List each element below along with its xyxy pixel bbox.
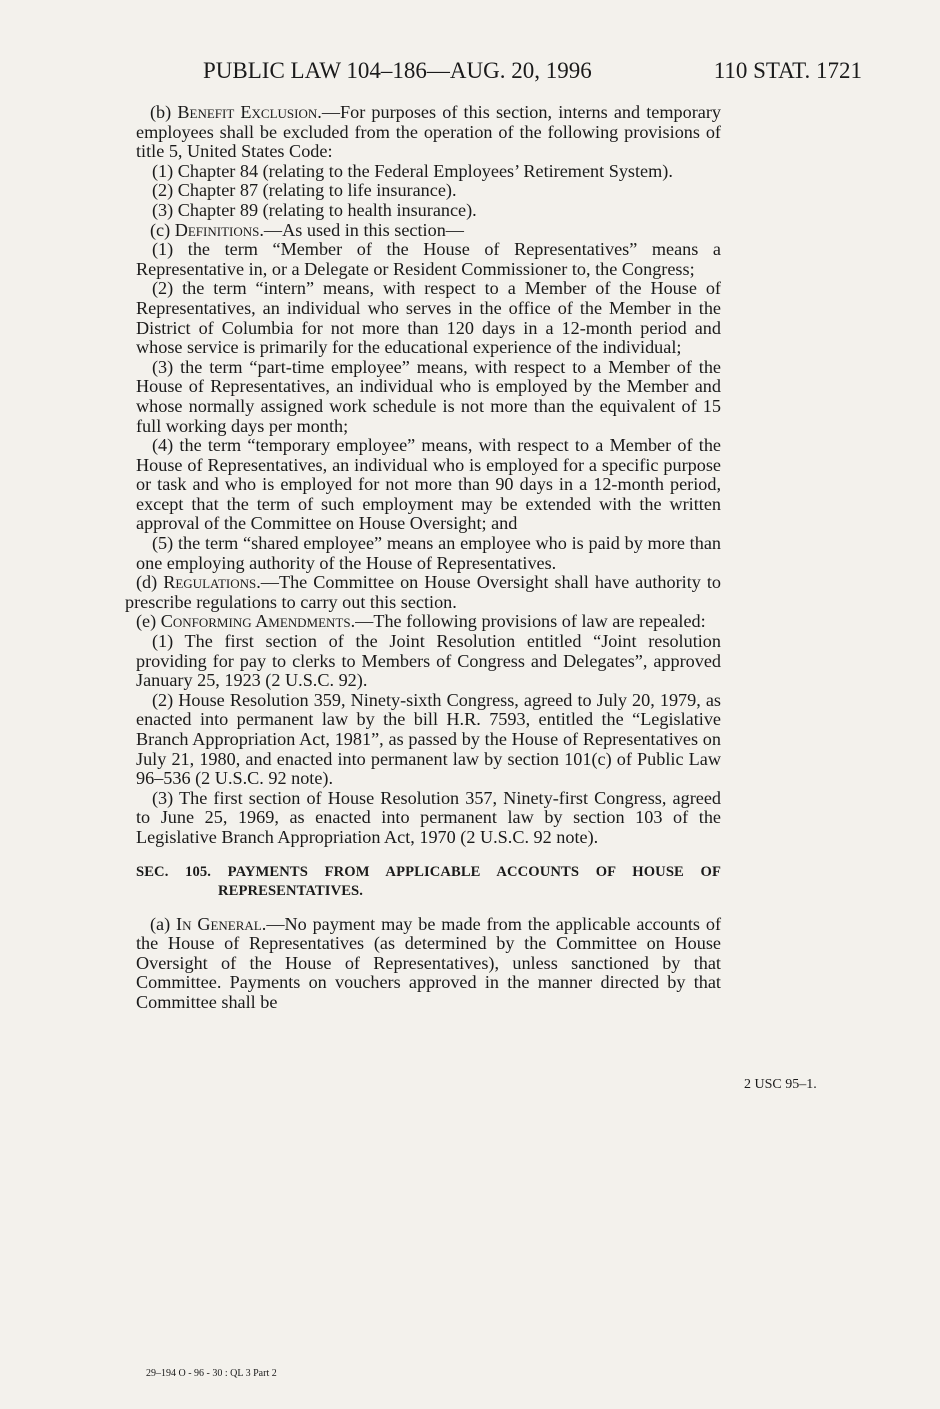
paragraph-c1: (1) the term “Member of the House of Representatives” means a Representative in, or a Delegate or Resident Commissioner to, the Congress;: [136, 239, 721, 279]
paragraph-c5: (5) the term “shared employee” means an employee who is paid by more than one employing authority of the House of Representatives.: [136, 533, 721, 573]
paragraph-c3: (3) the term “part-time employee” means, with respect to a Member of the House of Representatives, an individual who is employed by the Member and whose normally assigned work schedule is not more than the equivalent of 15 full working days per month;: [136, 356, 721, 436]
page-header: [0, 58, 940, 88]
paragraph-b1: (1) Chapter 84 (relating to the Federal Employees’ Retirement System).: [152, 160, 673, 181]
section-105-heading: SEC. 105. PAYMENTS FROM APPLICABLE ACCOUNTS OF HOUSE OF REPRESENTATIVES.: [136, 863, 721, 899]
paragraph-e2: (2) House Resolution 359, Ninety-sixth Congress, agreed to July 20, 1979, as enacted into permanent law by the bill H.R. 7593, entitled the “Legislative Branch Appropriation Act, 1981”, as passed by the House of Representatives on July 21, 1980, and enacted into permanent law by section 101(c) of Public Law 96–536 (2 U.S.C. 92 note).: [136, 689, 721, 789]
paragraph-c4: (4) the term “temporary employee” means, with respect to a Member of the House of Representatives, an individual who is employed for a specific purpose or task and who is employed for not more than 90 days in a 12-month period, except that the term of such employment may be extended with the written approval of the Committee on House Oversight; and: [136, 435, 721, 534]
subsection-d: (d) Regulations.—The Committee on House Oversight shall have authority to prescribe regulations to carry out this section.: [125, 572, 721, 612]
paragraph-c2: (2) the term “intern” means, with respect to a Member of the House of Representatives, an individual who serves in the office of the Member in the District of Columbia for not more than 120 days in a 12-month period and whose service is primarily for the educational experience of the individual;: [136, 278, 721, 358]
subsection-e: (e) Conforming Amendments.—The following provisions of law are repealed:: [136, 611, 706, 632]
statute-page-number: 110 STAT. 1721: [713, 58, 862, 83]
subsection-a: (a) In General.—No payment may be made from the applicable accounts of the House of Representatives (as determined by the Committee on House Oversight of the House of Representatives), unless sanctioned by that Committee. Payments on vouchers approved in the manner directed by that Committee shall be: [136, 913, 721, 1012]
paragraph-e1: (1) The first section of the Joint Resolution entitled “Joint resolution providing for pay to clerks to Members of Congress and Delegates”, approved January 25, 1923 (2 U.S.C. 92).: [136, 631, 721, 691]
subsection-d-heading: Regulations.: [163, 572, 261, 593]
document-body: [125, 102, 721, 1013]
subsection-a-heading: In General.: [176, 913, 267, 934]
public-law-title: PUBLIC LAW 104–186—AUG. 20, 1996: [203, 58, 592, 83]
paragraph-b3: (3) Chapter 89 (relating to health insurance).: [152, 199, 477, 220]
paragraph-e3: (3) The first section of House Resolution 357, Ninety-first Congress, agreed to June 25, 1969, as enacted into permanent law by section 103 of the Legislative Branch Appropriation Act, 1970 (2 U.S.C. 92 note).: [136, 787, 721, 847]
subsection-b: (b) Benefit Exclusion.—For purposes of this section, interns and temporary employees shall be excluded from the operation of the following provisions of title 5, United States Code:: [136, 102, 721, 162]
subsection-c: (c) Definitions.—As used in this section—: [150, 219, 464, 240]
subsection-e-heading: Conforming Amendments.: [160, 611, 356, 632]
usc-margin-note: 2 USC 95–1.: [744, 1077, 817, 1092]
print-jacket-footer: 29–194 O - 96 - 30 : QL 3 Part 2: [146, 1368, 277, 1379]
paragraph-b2: (2) Chapter 87 (relating to life insurance).: [152, 180, 457, 201]
subsection-b-heading: Benefit Exclusion.: [177, 102, 322, 122]
subsection-c-heading: Definitions.: [174, 219, 264, 240]
